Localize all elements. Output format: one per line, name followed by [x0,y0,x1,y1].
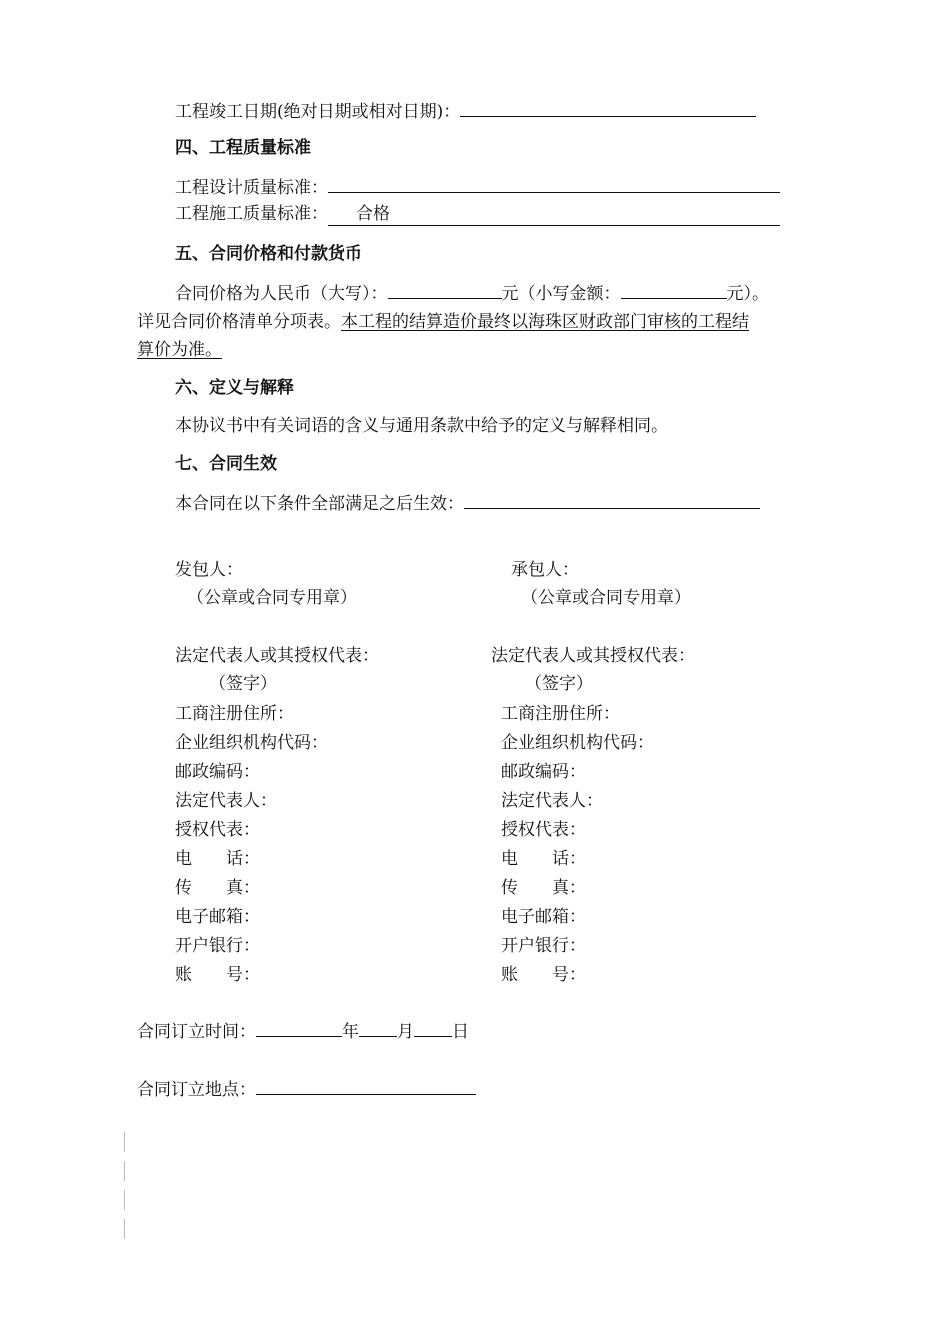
revision-bar [124,1219,125,1239]
signing-place-blank[interactable] [256,1077,476,1095]
revision-bar [124,1190,125,1210]
construction-quality-value[interactable]: 合格 [328,203,780,226]
contractor-field-label: 电子邮箱： [501,907,586,927]
employer-field-label: 账 号： [175,965,260,985]
signing-time-label: 合同订立时间： [137,1022,256,1042]
employer-sign-label: （签字） [209,674,277,694]
section-6-heading: 六、定义与解释 [175,378,294,398]
employer-field-label: 法定代表人： [175,791,277,811]
settlement-clause-cont: 算价为准。 [137,340,222,360]
completion-date-row [175,99,756,123]
employer-field-label: 开户银行： [175,936,260,956]
contractor-seal-label: （公章或合同专用章） [521,588,691,608]
contractor-field-label: 企业组织机构代码： [501,733,654,753]
contractor-rep-label: 法定代表人或其授权代表： [491,646,695,666]
effectiveness-row [175,491,760,515]
signing-place-label: 合同订立地点： [137,1080,256,1100]
employer-label: 发包人： [175,560,243,580]
contractor-field-label: 法定代表人： [501,791,603,811]
revision-bar [124,1132,125,1152]
contractor-field-label: 工商注册住所： [501,704,620,724]
section-4-heading: 四、工程质量标准 [175,138,311,158]
employer-field-label: 授权代表： [175,820,260,840]
signing-month-blank[interactable] [359,1019,397,1037]
employer-field-label: 工商注册住所： [175,704,294,724]
signing-place-row [137,1077,476,1101]
employer-field-label: 邮政编码： [175,762,260,782]
contractor-field-label: 传 真： [501,878,586,898]
employer-field-label: 电 话： [175,849,260,869]
signing-day-blank[interactable] [414,1019,452,1037]
price-row [175,281,769,305]
construction-quality-row [175,203,780,226]
contractor-field-label: 授权代表： [501,820,586,840]
section-5-heading: 五、合同价格和付款货币 [175,244,362,264]
section-7-heading: 七、合同生效 [175,454,277,474]
employer-field-label: 企业组织机构代码： [175,733,328,753]
design-quality-row [175,175,780,199]
effectiveness-label: 本合同在以下条件全部满足之后生效： [175,494,464,514]
contractor-label: 承包人： [511,560,579,580]
employer-field-label: 传 真： [175,878,260,898]
contractor-field-label: 开户银行： [501,936,586,956]
price-figures-blank[interactable] [621,281,727,299]
price-label: 合同价格为人民币（大写）： [175,284,388,304]
contractor-field-label: 电 话： [501,849,586,869]
completion-date-label: 工程竣工日期(绝对日期或相对日期)： [175,102,461,122]
settlement-clause: 本工程的结算造价最终以海珠区财政部门审核的工程结 [341,312,749,332]
construction-quality-label: 工程施工质量标准： [175,204,328,224]
employer-rep-label: 法定代表人或其授权代表： [175,646,379,666]
design-quality-label: 工程设计质量标准： [175,178,328,198]
price-words-blank[interactable] [388,281,502,299]
effectiveness-blank[interactable] [464,491,760,509]
revision-bar [124,1161,125,1181]
signing-year-blank[interactable] [256,1019,342,1037]
day-label: 日 [452,1022,469,1042]
price-yuan-label: 元（小写金额： [501,284,621,304]
price-yuan-end: 元）。 [726,284,769,304]
signing-time-row [137,1019,469,1043]
price-detail-line [137,311,749,333]
month-label: 月 [397,1022,414,1042]
completion-date-blank[interactable] [460,99,756,117]
year-label: 年 [342,1022,359,1042]
definitions-text: 本协议书中有关词语的含义与通用条款中给予的定义与解释相同。 [175,416,668,436]
employer-seal-label: （公章或合同专用章） [187,588,357,608]
contractor-field-label: 邮政编码： [501,762,586,782]
contractor-field-label: 账 号： [501,965,586,985]
contractor-sign-label: （签字） [525,674,593,694]
employer-field-label: 电子邮箱： [175,907,260,927]
design-quality-blank[interactable] [328,175,780,193]
price-detail-plain: 详见合同价格清单分项表。 [137,312,341,332]
